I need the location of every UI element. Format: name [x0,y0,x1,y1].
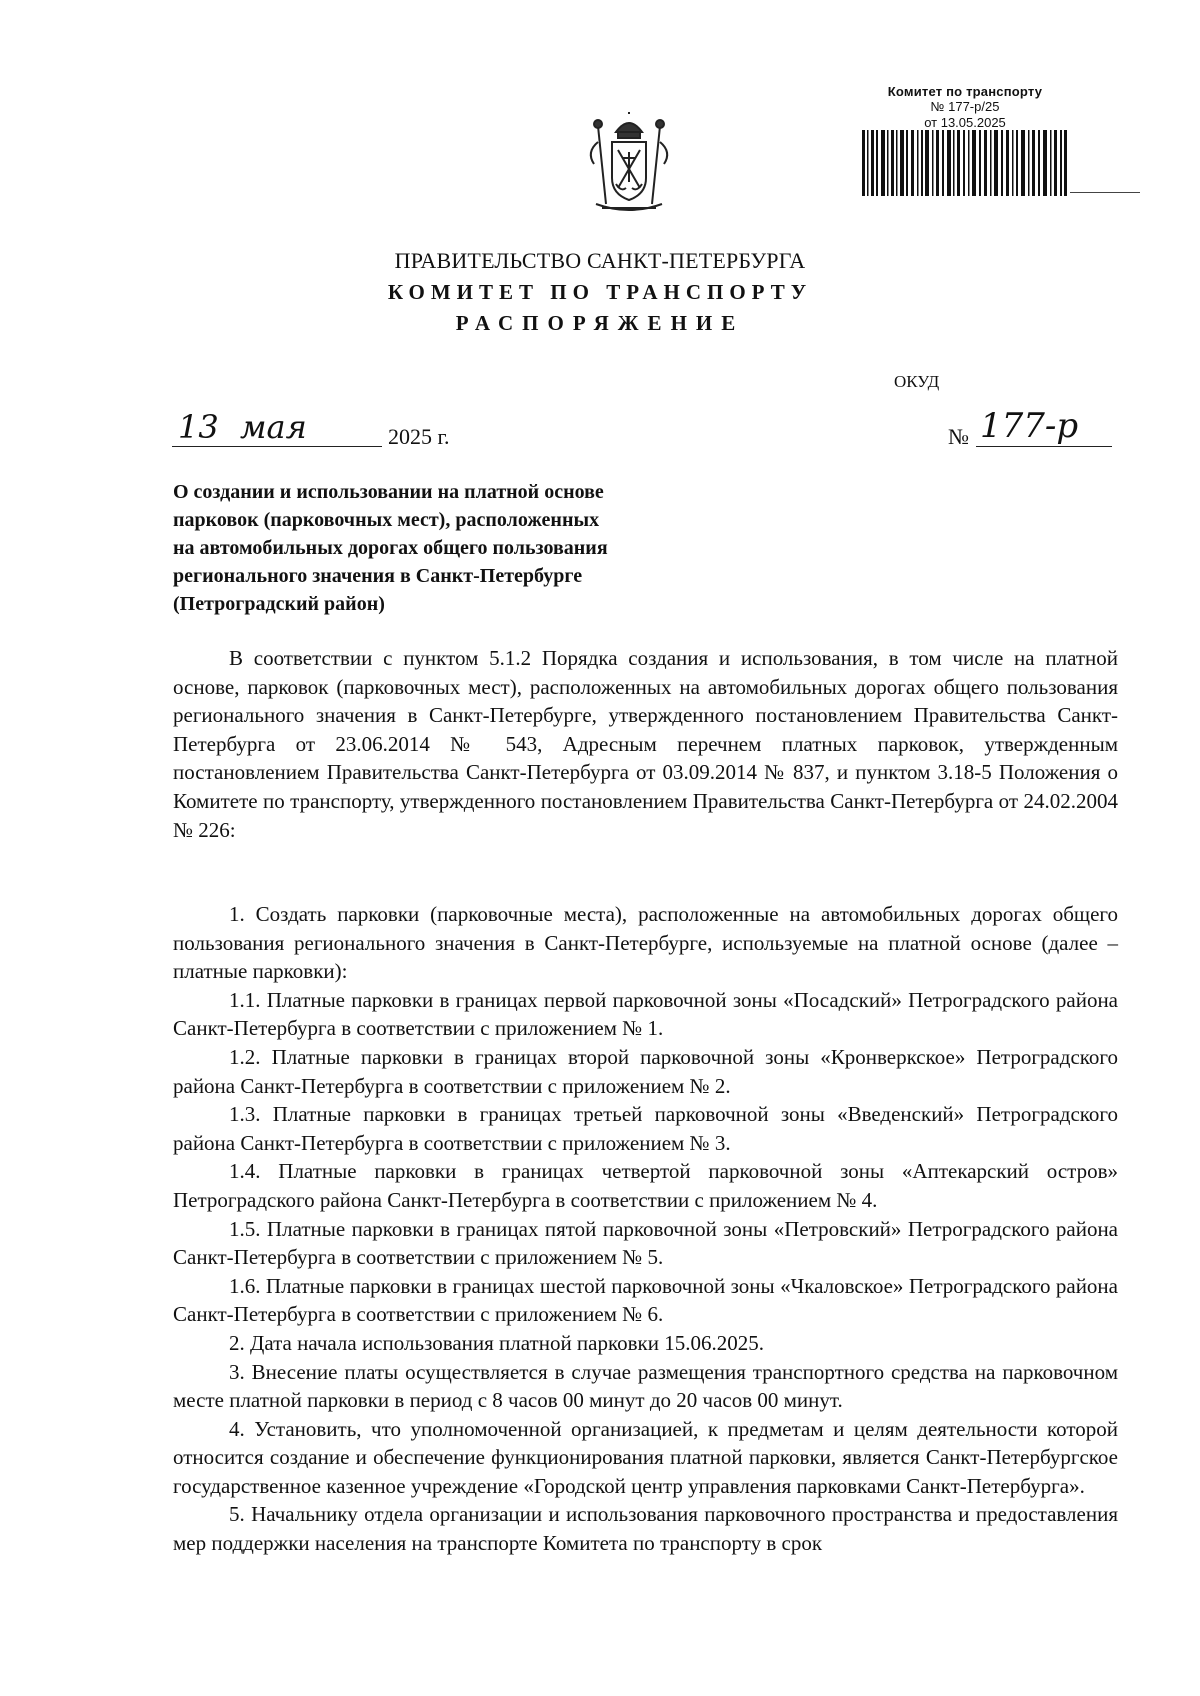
item-paragraph: 1.5. Платные парковки в границах пятой парковочной зоны «Петровский» Петроградского района Санкт-Петербурга в соответствии с приложением № 5. [173,1216,1118,1270]
preamble-paragraph: В соответствии с пунктом 5.1.2 Порядка создания и использования, в том числе на платной основе, парковок (парковочных мест), расположенных на автомобильных дорогах общего пользования регионального значения в Санкт-Петербурге, утвержденного постановлением Правительства Санкт-Петербурга от 23.06.2014 № 543, Адресным перечнем платных парковок, утвержденным постановлением Правительства Санкт-Петербурга от 03.09.2014 № 837, и пунктом 3.18-5 Положения о Комитете по транспорту, утвержденного постановлением Правительства Санкт-Петербурга от 24.02.2004 № 226: [173,646,1118,842]
number-label: № [948,424,969,449]
document-number: 177-р [980,406,1079,446]
item-paragraph: 1.2. Платные парковки в границах второй парковочной зоны «Кронверкское» Петроградского района Санкт-Петербурга в соответствии с приложением № 2. [173,1044,1118,1098]
subject-line: парковок (парковочных мест), расположенных [173,509,600,531]
subject-line: (Петроградский район) [173,593,385,615]
preamble-block [173,644,1118,844]
government-title: ПРАВИТЕЛЬСТВО САНКТ-ПЕТЕРБУРГА [394,248,806,273]
item-paragraph: 1.3. Платные парковки в границах третьей парковочной зоны «Введенский» Петроградского района Санкт-Петербурга в соответствии с приложением № 3. [173,1102,1118,1155]
subject-line: регионального значения в Санкт-Петербурге [173,565,583,587]
date-month: мая [240,408,307,446]
item-paragraph: 1. Создать парковки (парковочные места), расположенные на автомобильных дорогах общего пользования регионального значения в Санкт-Петербурге, используемые на платной основе (далее – платные парковки): [173,902,1118,984]
registration-stamp [860,84,1070,131]
items-block [173,900,1118,1558]
subject-line: О создании и использовании на платной основе [173,481,604,503]
stamp-number: № 177-р/25 [930,99,1000,114]
document-type: РАСПОРЯЖЕНИЕ [455,311,745,335]
item-paragraph: 1.6. Платные парковки в границах шестой парковочной зоны «Чкаловское» Петроградского района Санкт-Петербурга в соответствии с приложением № 6. [173,1273,1118,1327]
number-underline [976,446,1112,447]
item-paragraph: 5. Начальнику отдела организации и использования парковочного пространства и предоставления мер поддержки населения на транспорте Комитета по транспорту в срок [173,1502,1118,1556]
item-paragraph: 1.1. Платные парковки в границах первой парковочной зоны «Посадский» Петроградского района Санкт-Петербурга в соответствии с приложением № 1. [173,987,1118,1041]
stamp-line [1070,192,1140,193]
item-paragraph: 2. Дата начала использования платной парковки 15.06.2025. [229,1330,764,1355]
item-paragraph: 4. Установить, что уполномоченной организацией, к предметам и целям деятельности которой относится создание и обеспечение функционирования платной парковки, является Санкт-Петербургское государственное казенное учреждение «Городской центр управления парковками Санкт-Петербурга». [173,1416,1118,1498]
document-subject [173,478,733,618]
stamp-date: от 13.05.2025 [924,115,1006,130]
item-paragraph: 1.4. Платные парковки в границах четвертой парковочной зоны «Аптекарский остров» Петроградского района Санкт-Петербурга в соответствии с приложением № 4. [173,1159,1118,1212]
stamp-org: Комитет по транспорту [887,84,1043,99]
coat-of-arms-icon [576,112,682,216]
date-underline [172,446,382,447]
date-day: 13 [178,408,219,446]
item-paragraph: 3. Внесение платы осуществляется в случае размещения транспортного средства на парковочном месте платной парковки в период с 8 часов 00 минут до 20 часов 00 минут. [173,1359,1118,1413]
barcode [862,130,1067,196]
okud-label: ОКУД [894,372,940,391]
subject-line: на автомобильных дорогах общего пользования [173,537,608,559]
committee-title: КОМИТЕТ ПО ТРАНСПОРТУ [387,280,813,304]
date-year: 2025 г. [388,424,450,449]
